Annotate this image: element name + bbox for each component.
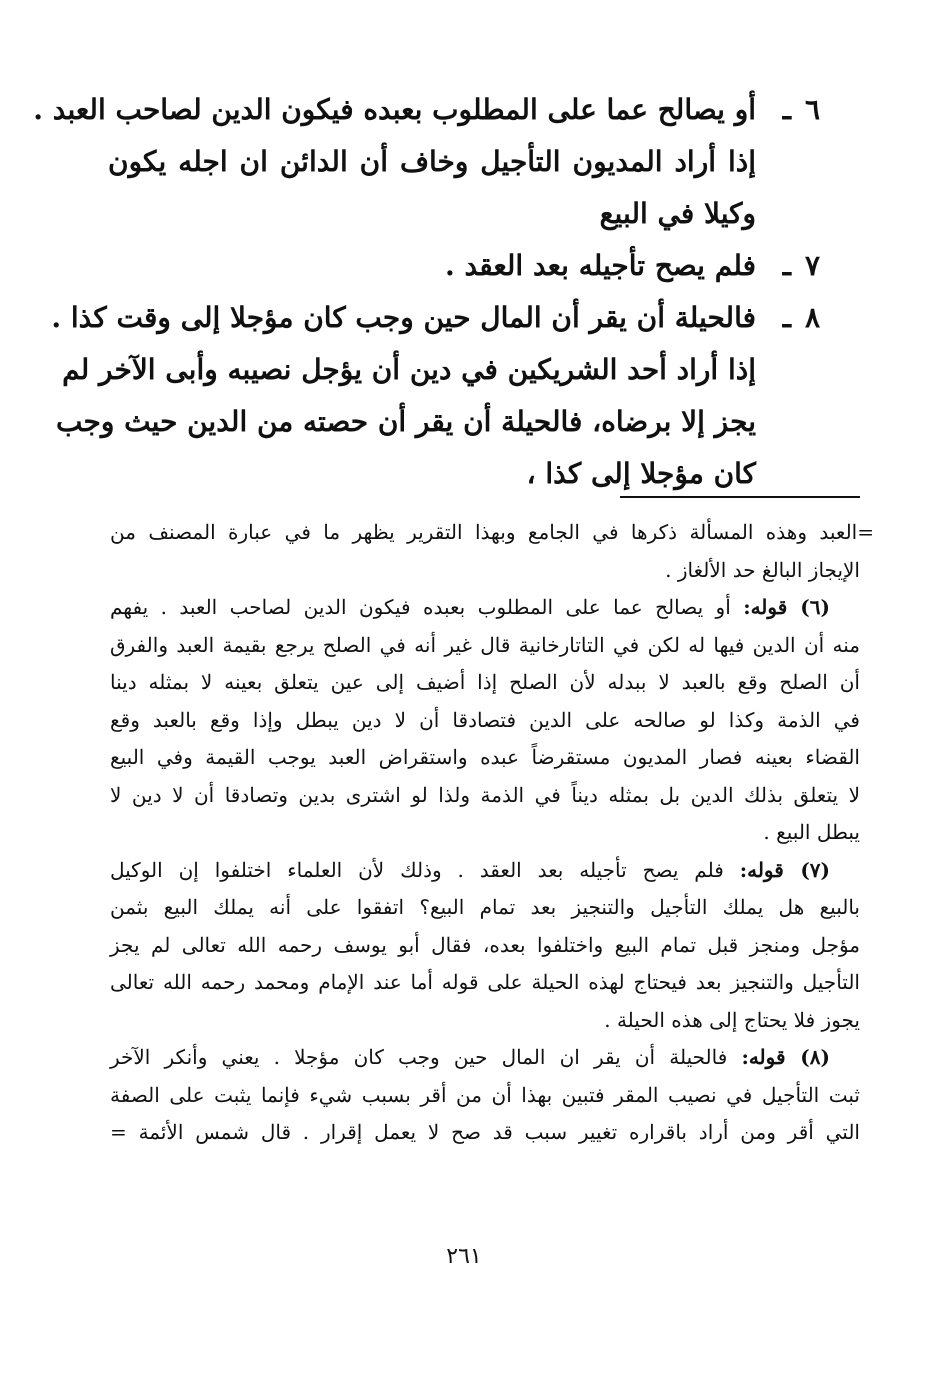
footnote-7-line: يجوز فلا يحتاج إلى هذه الحيلة . bbox=[604, 1007, 860, 1032]
footnote-7-line: التأجيل والتنجيز بعد فيحتاج لهذه الحيلة على قوله أما عند الإمام ومحمد رحمه الله تعالى bbox=[110, 970, 860, 994]
footnote-6-line: القضاء بعينه فصار المديون مستقرضاً عبده واستقراض العبد يوجب القيمة وفي البيع bbox=[110, 745, 860, 769]
footnote-7-line bbox=[110, 852, 874, 890]
main-item-6 bbox=[33, 84, 820, 136]
main-item-8 bbox=[51, 292, 820, 344]
page-number: ٢٦١ bbox=[446, 1244, 482, 1269]
footnote-7-line: بالبيع هل يملك التأجيل والتنجيز بعد تمام البيع؟ اتفقوا على أنه يملك البيع بثمن bbox=[110, 895, 860, 919]
footnote-6-line: أن الصلح وقع بالعبد لا ببدله لأن الصلح إذا أضيف إلى عين يتعلق بعينه لا بمثله دينا bbox=[110, 670, 860, 694]
footnote-label: (٧) قوله: bbox=[739, 857, 831, 882]
footnote-text: العبد وهذه المسألة ذكرها في الجامع وبهذا التقرير يظهر ما في عبارة المصنف من bbox=[110, 520, 858, 544]
footnote-text: فلم يصح تأجيله بعد العقد . وذلك لأن العلماء اختلفوا إن الوكيل bbox=[110, 857, 724, 882]
footnote-text: أو يصالح عما على المطلوب بعبده فيكون الدين لصاحب العبد . يفهم bbox=[110, 595, 731, 619]
footnote-label: (٦) قوله: bbox=[743, 595, 830, 619]
item-number: ٨ـ bbox=[782, 301, 820, 334]
main-text-line: يجز إلا برضاه، فالحيلة أن يقر أن حصته من الدين حيث وجب bbox=[56, 405, 756, 438]
footnote-label: (٨) قوله: bbox=[741, 1045, 830, 1069]
item-number: ٦ـ bbox=[782, 93, 820, 126]
main-item-text: فلم يصح تأجيله بعد العقد . bbox=[445, 249, 756, 282]
footnote-continuation-line bbox=[110, 514, 874, 552]
item-number: ٧ـ bbox=[782, 249, 820, 282]
footnote-6-line: في الذمة وكذا لو صالحه على الدين فتصادقا أن لا دين يبطل وإذا وقع بالعبد وقع bbox=[110, 707, 860, 732]
main-text-line: وكيلا في البيع bbox=[599, 197, 756, 230]
main-text-line: إذا أراد أحد الشريكين في دين أن يؤجل نصيبه وأبى الآخر لم bbox=[62, 353, 756, 386]
footnote-6-line: لا يتعلق بذلك الدين بل بمثله ديناً في الذمة ولذا لو اشترى بدين وتصادقا أن لا دين لا bbox=[110, 782, 860, 807]
main-text bbox=[33, 84, 820, 500]
footnote-6-line: يبطل البيع . bbox=[763, 820, 860, 844]
footnotes bbox=[110, 514, 874, 1152]
footnote-8-line bbox=[110, 1039, 874, 1077]
main-item-text: أو يصالح عما على المطلوب بعبده فيكون الدين لصاحب العبد . bbox=[33, 93, 756, 126]
footnote-6-line bbox=[110, 589, 874, 627]
main-item-text: فالحيلة أن يقر أن المال حين وجب كان مؤجلا إلى وقت كذا . bbox=[51, 301, 756, 334]
footnote-6-line: منه أن الدين فيها له لكن في التاتارخانية قال غير أنه في الصلح يرجع بقيمة العبد والفرق bbox=[110, 632, 860, 657]
footnote-continuation-line: الإيجاز البالغ حد الألغاز . bbox=[665, 557, 860, 582]
main-text-line: إذا أراد المديون التأجيل وخاف أن الدائن ان اجله يكون bbox=[108, 145, 756, 178]
main-text-line: كان مؤجلا إلى كذا ، bbox=[526, 457, 756, 490]
footnote-7-line: مؤجل ومنجز قبل تمام البيع واختلفوا بعده، فقال أبو يوسف رحمه الله تعالى لم يجز bbox=[110, 932, 860, 957]
main-item-7 bbox=[108, 240, 820, 292]
footnote-8-line: التي أقر ومن أراد باقراره تغيير سبب قد صح لا يعمل إقرار . قال شمس الأئمة = bbox=[110, 1120, 860, 1144]
footnote-separator bbox=[620, 496, 860, 498]
continuation-marker: = bbox=[857, 520, 874, 544]
footnote-8-line: ثبت التأجيل في نصيب المقر فتبين بهذا أن من أقر بسبب شيء فإنما يثبت على الصفة bbox=[110, 1082, 860, 1107]
footnote-text: فالحيلة أن يقر ان المال حين وجب كان مؤجلا . يعني وأنكر الآخر bbox=[110, 1045, 728, 1069]
